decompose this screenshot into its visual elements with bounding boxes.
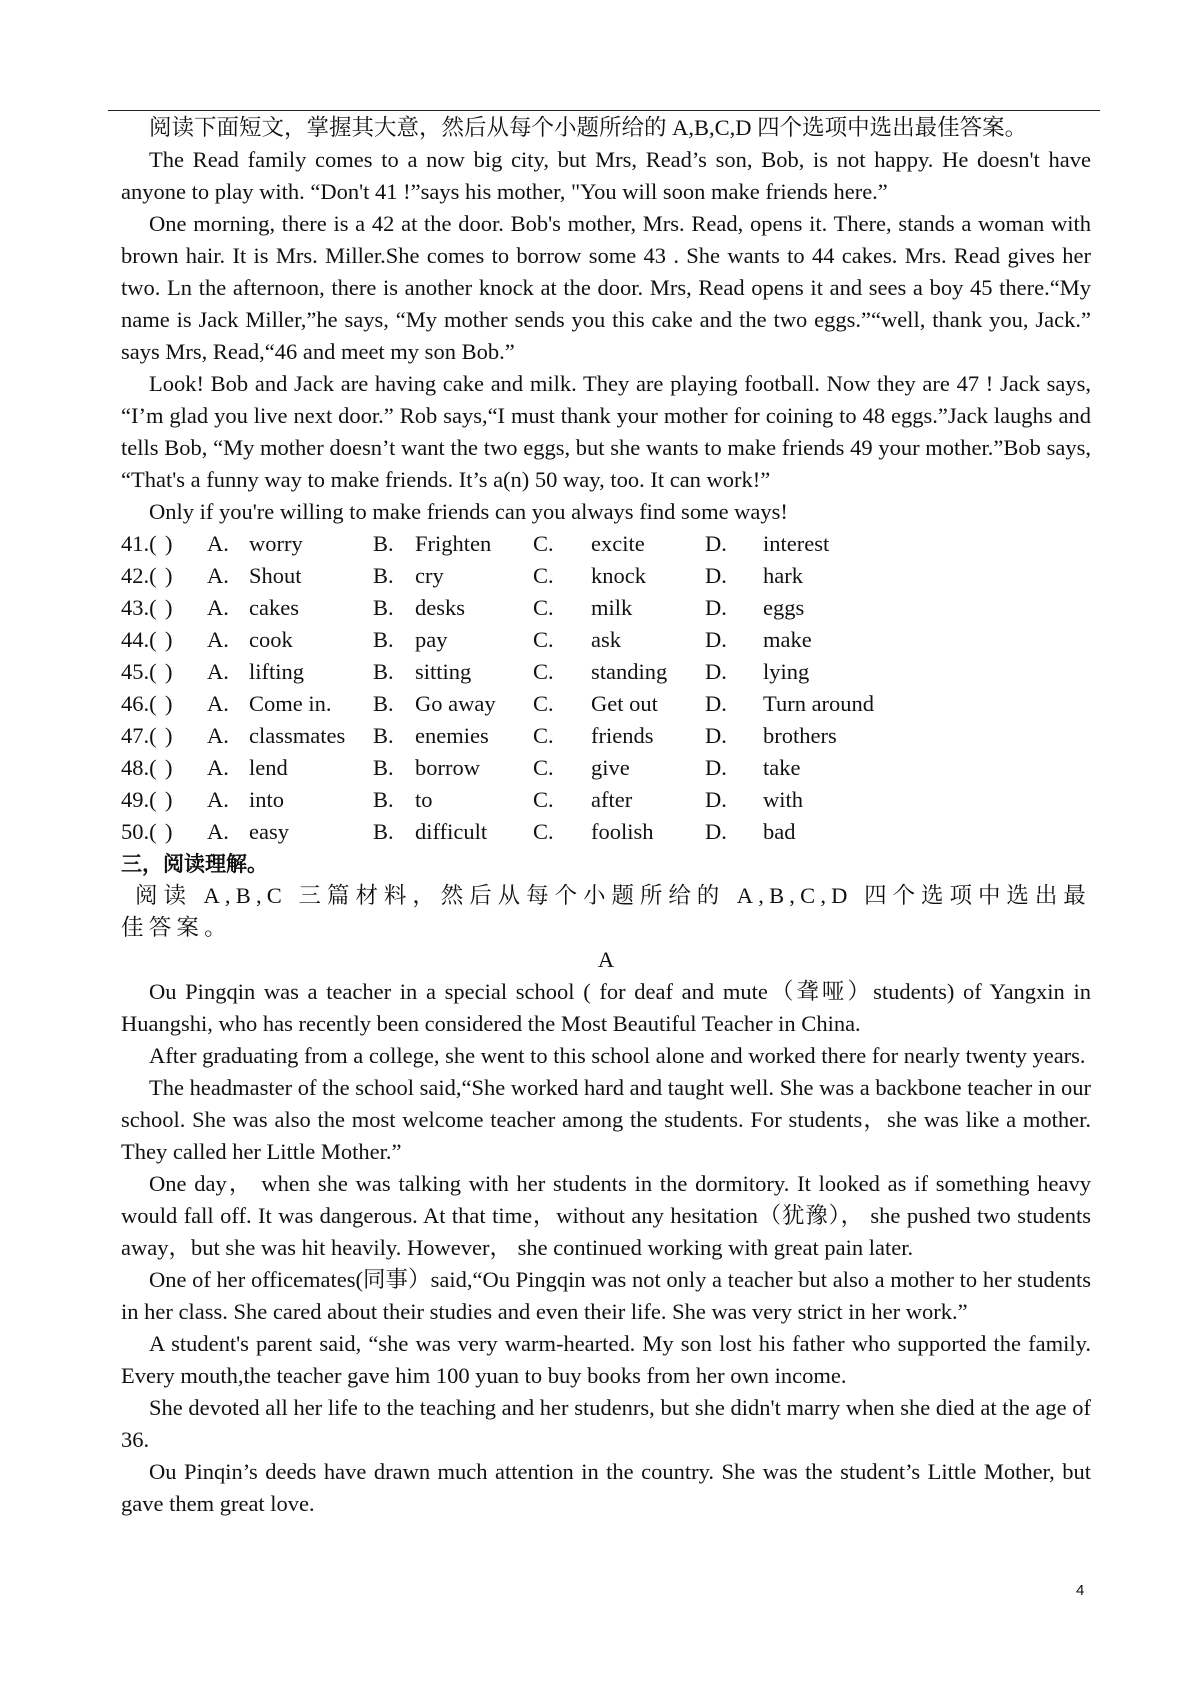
question-row [121,816,1091,848]
option-d-letter: D. [705,531,727,556]
option-d-letter: D. [705,787,727,812]
option-a-letter: A. [207,659,229,684]
option-b-letter: B. [373,531,394,556]
option-b-text: pay [415,627,448,652]
option-b-letter: B. [373,723,394,748]
option-a-text: worry [249,531,303,556]
option-b-text: Go away [415,691,496,716]
option-c-letter: C. [533,563,554,588]
header-rule [108,110,1100,111]
option-a-text: cook [249,627,293,652]
question-number: 47.( [121,723,157,748]
option-b-letter: B. [373,787,394,812]
cloze-paragraph-1: The Read family comes to a now big city, but Mrs, Read’s son, Bob, is not happy. He doesn't have anyone to play with. “Don't 41 !”says his mother, "You will soon make friends here.” [121,147,1091,204]
option-b-letter: B. [373,691,394,716]
option-d-letter: D. [705,627,727,652]
cloze-instruction: 阅读下面短文，掌握其大意，然后从每个小题所给的 A,B,C,D 四个选项中选出最佳答案。 [149,115,1028,140]
option-b-text: desks [415,595,465,620]
option-d-letter: D. [705,691,727,716]
question-row [121,560,1091,592]
option-a-letter: A. [207,627,229,652]
reading-paragraph-6: A student's parent said, “she was very warm-hearted. My son lost his father who supported the family. Every mouth,the teacher gave him 100 yuan to buy books from her own income. [121,1331,1091,1388]
page-content [121,112,1091,1520]
option-c-text: Get out [591,691,658,716]
option-d-letter: D. [705,563,727,588]
section-heading: 三，阅读理解。 [121,852,268,876]
option-a-text: cakes [249,595,299,620]
reading-paragraph-3: The headmaster of the school said,“She worked hard and taught well. She was a backbone teacher in our school. She was also the most welcome teacher among the students. For students，she was like a mother. They called her Little Mother.” [121,1075,1091,1164]
option-a-letter: A. [207,787,229,812]
option-c-text: excite [591,531,645,556]
question-row [121,624,1091,656]
option-b-text: to [415,787,433,812]
option-a-text: lifting [249,659,304,684]
option-d-text: take [763,755,801,780]
option-b-text: sitting [415,659,472,684]
option-c-text: friends [591,723,654,748]
option-d-text: Turn around [763,691,875,716]
option-b-text: borrow [415,755,480,780]
option-d-text: interest [763,531,830,556]
option-d-text: eggs [763,595,805,620]
option-b-letter: B. [373,755,394,780]
reading-paragraph-8: Ou Pinqin’s deeds have drawn much attention in the country. She was the student’s Little Mother, but gave them great love. [121,1459,1091,1516]
question-number: 45.( [121,659,157,684]
question-row [121,656,1091,688]
reading-paragraph-7: She devoted all her life to the teaching and her studenrs, but she didn't marry when she died at the age of 36. [121,1395,1091,1452]
answer-paren: ) [165,595,173,620]
question-row [121,784,1091,816]
option-d-text: bad [763,819,796,844]
option-d-text: brothers [763,723,837,748]
option-d-letter: D. [705,755,727,780]
answer-paren: ) [165,755,173,780]
question-number: 44.( [121,627,157,652]
option-c-letter: C. [533,787,554,812]
option-c-text: knock [591,563,646,588]
option-c-text: foolish [591,819,654,844]
option-a-letter: A. [207,563,229,588]
option-c-text: give [591,755,630,780]
option-b-text: cry [415,563,444,588]
question-number: 42.( [121,563,157,588]
answer-paren: ) [165,531,173,556]
question-number: 46.( [121,691,157,716]
option-c-text: ask [591,627,621,652]
option-c-letter: C. [533,723,554,748]
reading-paragraph-4: One day， when she was talking with her students in the dormitory. It looked as if something heavy would fall off. It was dangerous. At that time，without any hesitation（犹豫）， she pushed two students away，but she was hit heavily. However， she continued working with great pain later. [121,1171,1091,1260]
option-c-letter: C. [533,595,554,620]
option-a-text: easy [249,819,289,844]
answer-paren: ) [165,627,173,652]
passage-label: A [597,947,615,972]
question-row [121,688,1091,720]
question-number: 41.( [121,531,157,556]
option-b-text: difficult [415,819,488,844]
option-c-letter: C. [533,691,554,716]
reading-instruction: 阅读 A,B,C 三篇材料，然后从每个小题所给的 A,B,C,D 四个选项中选出最佳答案。 [121,883,1091,940]
reading-paragraph-5: One of her officemates(同事）said,“Ou Pingqin was not only a teacher but also a mother to her students in her class. She cared about their studies and even their life. She was very strict in her work.” [121,1267,1091,1324]
option-c-letter: C. [533,819,554,844]
answer-paren: ) [165,563,173,588]
option-d-letter: D. [705,819,727,844]
answer-paren: ) [165,691,173,716]
cloze-options-list [121,528,1091,848]
option-b-text: Frighten [415,531,492,556]
option-c-text: after [591,787,633,812]
option-c-text: standing [591,659,668,684]
option-a-text: Shout [249,563,302,588]
option-d-text: hark [763,563,803,588]
option-c-letter: C. [533,659,554,684]
page-number: 4 [1076,1582,1085,1599]
option-c-letter: C. [533,627,554,652]
question-number: 50.( [121,819,157,844]
option-b-letter: B. [373,595,394,620]
option-d-text: with [763,787,804,812]
option-c-letter: C. [533,531,554,556]
option-a-letter: A. [207,531,229,556]
option-b-text: enemies [415,723,489,748]
question-number: 48.( [121,755,157,780]
option-b-letter: B. [373,563,394,588]
option-a-letter: A. [207,691,229,716]
cloze-paragraph-3: Look! Bob and Jack are having cake and milk. They are playing football. Now they are 47 ! Jack says, “I’m glad you live next door.” Rob says,“I must thank your mother for coining to 48 eggs.”Jack laughs and tells Bob, “My mother doesn’t want the two eggs, but she wants to make friends 49 your mother.”Bob says, “That's a funny way to make friends. It’s a(n) 50 way, too. It can work!” [121,371,1091,492]
question-number: 49.( [121,787,157,812]
option-a-letter: A. [207,755,229,780]
question-row [121,720,1091,752]
option-a-text: Come in. [249,691,332,716]
option-b-letter: B. [373,627,394,652]
question-row [121,528,1091,560]
option-a-letter: A. [207,723,229,748]
option-d-letter: D. [705,659,727,684]
question-row [121,752,1091,784]
option-b-letter: B. [373,819,394,844]
answer-paren: ) [165,819,173,844]
option-a-text: lend [249,755,288,780]
option-a-letter: A. [207,819,229,844]
cloze-paragraph-2: One morning, there is a 42 at the door. Bob's mother, Mrs. Read, opens it. There, stands a woman with brown hair. It is Mrs. Miller.She comes to borrow some 43 . She wants to 44 cakes. Mrs. Read gives her two. Ln the afternoon, there is another knock at the door. Mrs, Read opens it and sees a boy 45 there.“My name is Jack Miller,”he says, “My mother sends you this cake and the two eggs.”“well, thank you, Jack.” says Mrs, Read,“46 and meet my son Bob.” [121,211,1091,364]
option-c-text: milk [591,595,633,620]
option-d-text: make [763,627,812,652]
option-d-letter: D. [705,723,727,748]
question-row [121,592,1091,624]
cloze-paragraph-4: Only if you're willing to make friends can you always find some ways! [149,499,788,524]
reading-paragraph-2: After graduating from a college, she went to this school alone and worked there for nearly twenty years. [149,1043,1086,1068]
question-number: 43.( [121,595,157,620]
answer-paren: ) [165,787,173,812]
option-d-text: lying [763,659,810,684]
reading-paragraph-1: Ou Pingqin was a teacher in a special school ( for deaf and mute（聋哑）students) of Yangxin in Huangshi, who has recently been considered the Most Beautiful Teacher in China. [121,979,1091,1036]
option-a-text: classmates [249,723,346,748]
option-b-letter: B. [373,659,394,684]
option-c-letter: C. [533,755,554,780]
option-a-letter: A. [207,595,229,620]
option-d-letter: D. [705,595,727,620]
option-a-text: into [249,787,285,812]
answer-paren: ) [165,659,173,684]
answer-paren: ) [165,723,173,748]
